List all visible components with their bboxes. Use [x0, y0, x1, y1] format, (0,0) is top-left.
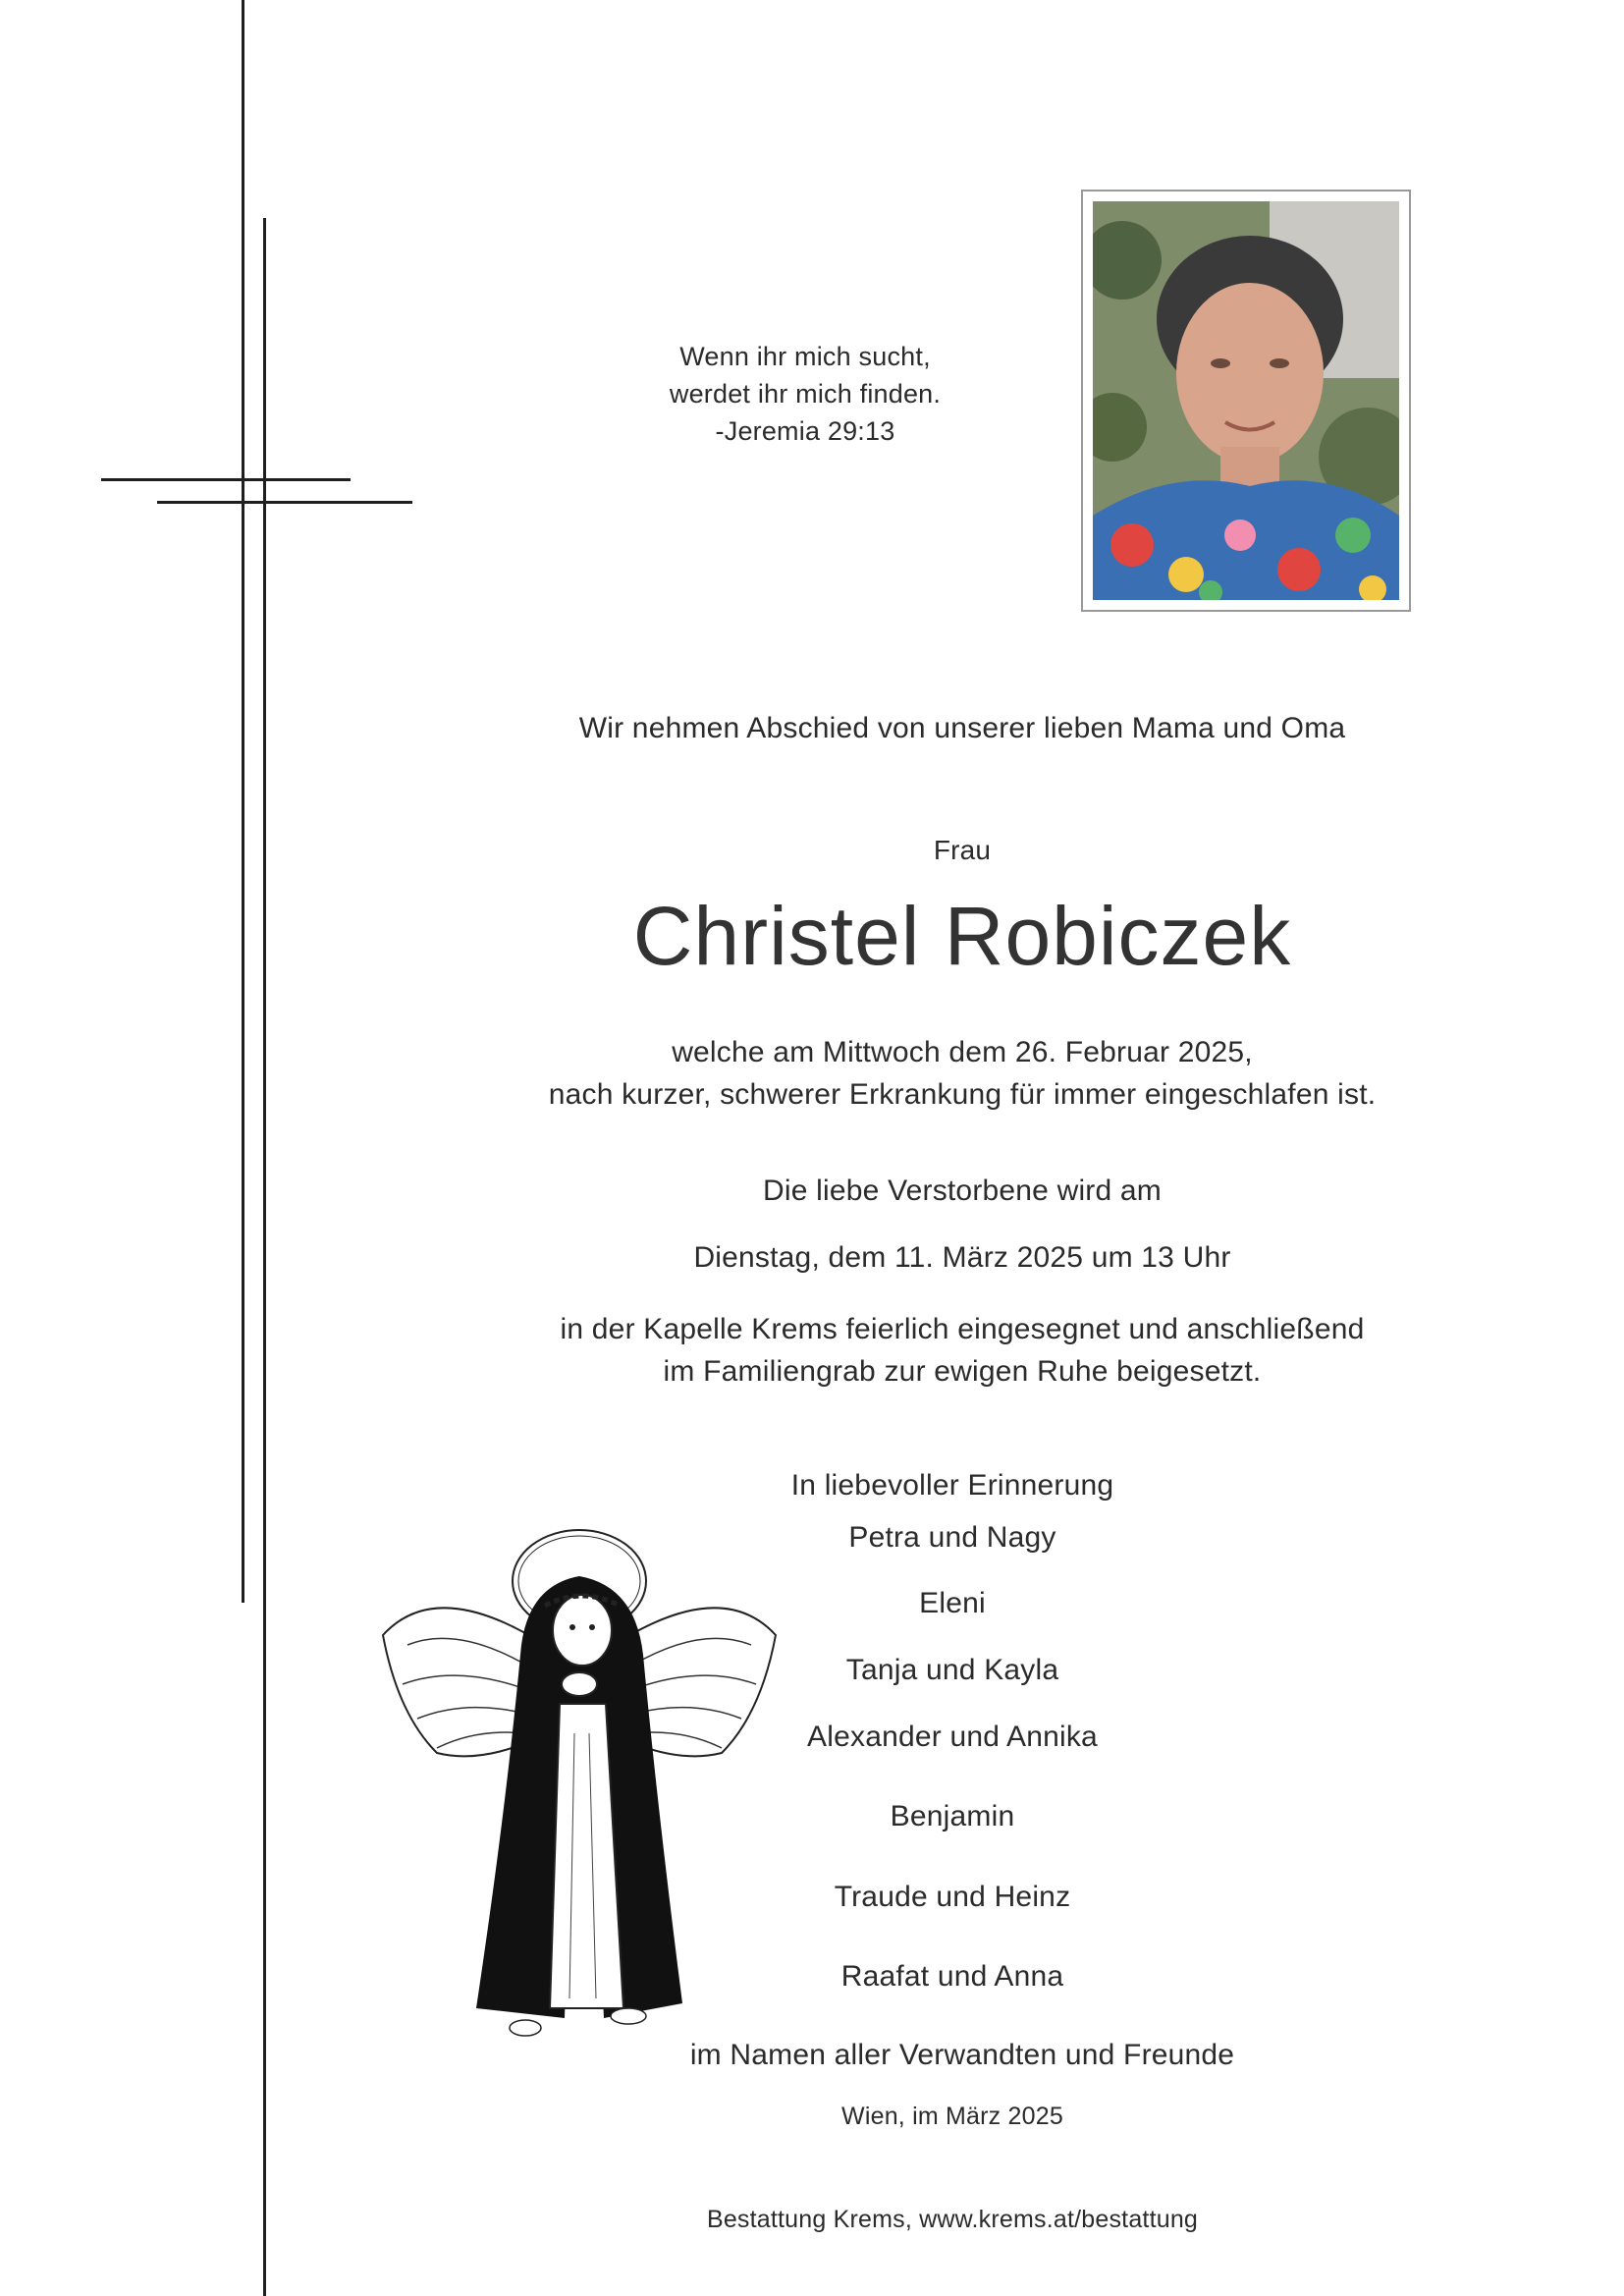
death-line-2: nach kurzer, schwerer Erkrankung für immer eingeschlafen ist. — [548, 1078, 1377, 1111]
cross-left-horizontal — [101, 478, 351, 481]
funeral-date: Dienstag, dem 11. März 2025 um 13 Uhr — [693, 1241, 1231, 1274]
funeral-line-3: in der Kapelle Krems feierlich eingesegnet und anschließend — [560, 1313, 1365, 1345]
verse-line-3: -Jeremia 29:13 — [715, 416, 895, 446]
funeral-home-footer: Bestattung Krems, www.krems.at/bestattung — [706, 2206, 1199, 2233]
cross-left-vertical — [242, 0, 244, 1603]
salutation: Frau — [933, 835, 992, 865]
family-closing: im Namen aller Verwandten und Freunde — [689, 2039, 1235, 2071]
family-member: Raafat und Anna — [840, 1960, 1064, 1993]
deceased-name: Christel Robiczek — [632, 890, 1292, 982]
farewell-intro: Wir nehmen Abschied von unserer lieben Mama und Oma — [578, 712, 1346, 744]
place-and-date: Wien, im März 2025 — [841, 2103, 1063, 2130]
family-member: Traude und Heinz — [834, 1881, 1071, 1913]
family-heading: In liebevoller Erinnerung — [790, 1469, 1114, 1502]
angel-illustration-icon — [378, 1517, 781, 2057]
portrait-photo — [1093, 201, 1399, 600]
portrait-image-icon — [1093, 201, 1399, 600]
death-line-1: welche am Mittwoch dem 26. Februar 2025, — [672, 1036, 1253, 1068]
bible-verse — [550, 338, 1060, 450]
funeral-details — [471, 1308, 1453, 1393]
family-member: Eleni — [919, 1587, 986, 1619]
verse-line-2: werdet ihr mich finden. — [669, 379, 942, 409]
family-member: Petra und Nagy — [848, 1521, 1056, 1554]
death-notice — [471, 1031, 1453, 1116]
funeral-line-1: Die liebe Verstorbene wird am — [763, 1175, 1162, 1207]
cross-right-horizontal — [157, 501, 412, 504]
funeral-line-4: im Familiengrab zur ewigen Ruhe beigesetzt. — [663, 1355, 1262, 1388]
verse-line-1: Wenn ihr mich sucht, — [679, 342, 931, 371]
cross-right-vertical — [263, 218, 266, 2296]
family-member: Tanja und Kayla — [845, 1654, 1059, 1686]
portrait-photo-frame — [1081, 190, 1411, 612]
family-member: Benjamin — [890, 1800, 1015, 1832]
family-member: Alexander und Annika — [807, 1721, 1098, 1753]
